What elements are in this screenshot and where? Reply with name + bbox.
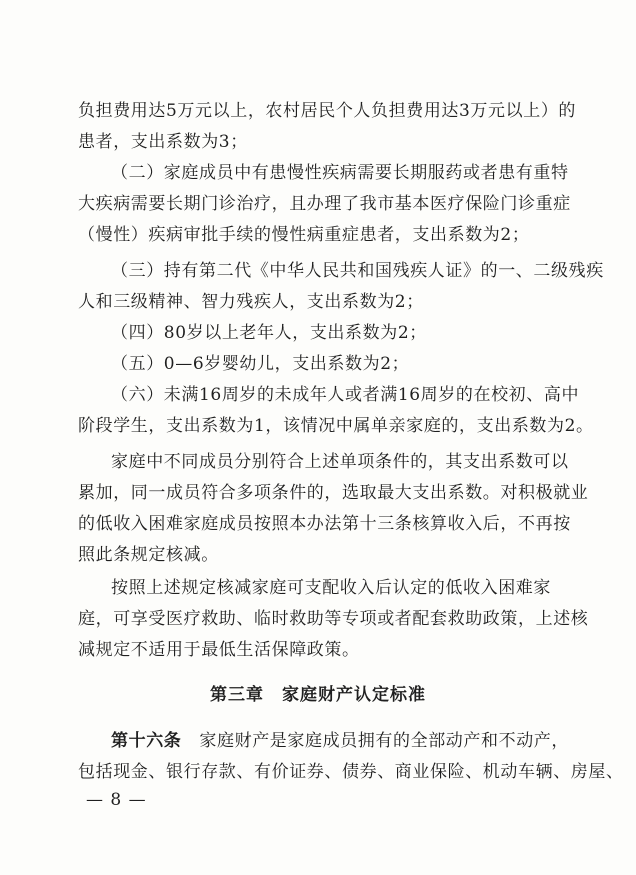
text-line: （三）持有第二代《中华人民共和国残疾人证》的一、二级残疾: [111, 261, 604, 281]
text-line: 人和三级精神、智力残疾人，支出系数为2；: [78, 292, 424, 312]
text-line: 大疾病需要长期门诊治疗，且办理了我市基本医疗保险门诊重症: [78, 194, 571, 214]
text-line: 减规定不适用于最低生活保障政策。: [78, 640, 360, 660]
chapter-heading: 第三章 家庭财产认定标准: [210, 685, 426, 705]
article-text: 家庭财产是家庭成员拥有的全部动产和不动产，: [199, 731, 570, 751]
text-line: （六）未满16周岁的未成年人或者满16周岁的在校初、高中: [111, 385, 580, 405]
text-line: 包括现金、银行存款、有价证券、债券、商业保险、机动车辆、房屋、: [78, 762, 624, 782]
text-line: 患者，支出系数为3；: [78, 132, 248, 152]
text-line: 负担费用达5万元以上，农村居民个人负担费用达3万元以上）的: [78, 101, 577, 121]
text-line: 的低收入困难家庭成员按照本办法第十三条核算收入后，不再按: [78, 514, 571, 534]
text-line: 家庭中不同成员分别符合上述单项条件的，其支出系数可以: [111, 452, 569, 472]
text-line: （五）0—6岁婴幼儿，支出系数为2；: [111, 354, 410, 374]
text-line: 庭，可享受医疗救助、临时救助等专项或者配套救助政策，上述核: [78, 609, 589, 629]
page-number: — 8 —: [86, 790, 147, 810]
text-line: 照此条规定核减。: [78, 545, 219, 565]
article-first-line: [111, 730, 569, 752]
text-line: 按照上述规定核减家庭可支配收入后认定的低收入困难家: [111, 578, 551, 598]
text-line: （慢性）疾病审批手续的慢性病重症患者，支出系数为2；: [78, 225, 530, 245]
text-line: 累加，同一成员符合多项条件的，选取最大支出系数。对积极就业: [78, 483, 589, 503]
article-label: 第十六条: [111, 731, 182, 751]
text-line: 阶段学生，支出系数为1，该情况中属单亲家庭的，支出系数为2。: [78, 416, 594, 436]
text-line: （二）家庭成员中有患慢性疾病需要长期服药或者患有重特: [111, 163, 569, 183]
text-line: （四）80岁以上老年人，支出系数为2；: [111, 323, 427, 343]
